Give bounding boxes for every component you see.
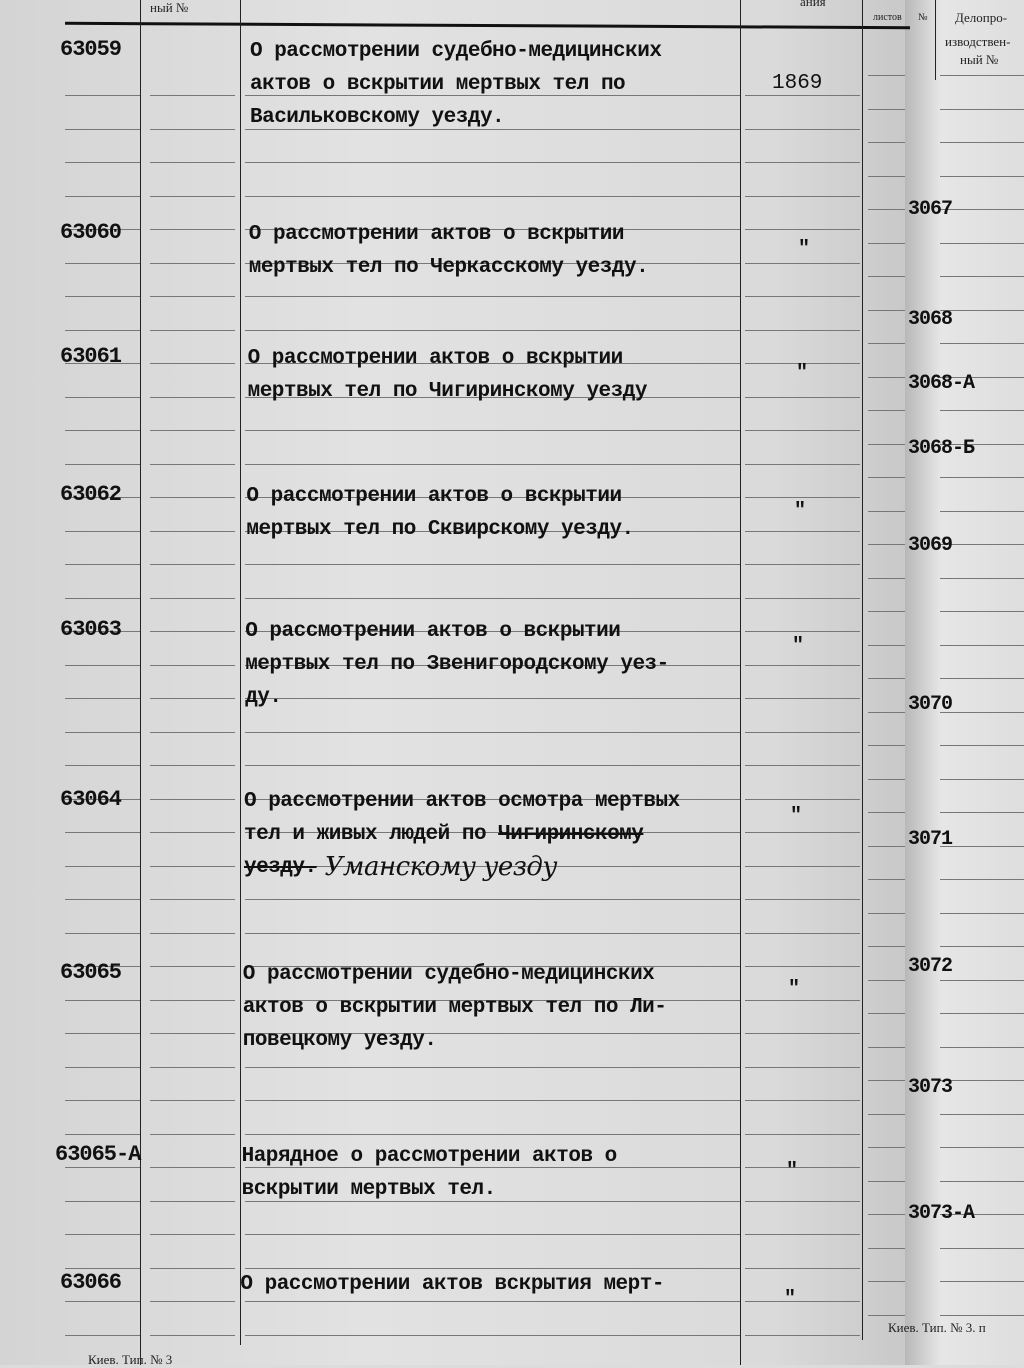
ruled-line	[940, 1013, 1024, 1014]
entry-description	[245, 615, 745, 714]
ruled-line	[150, 1234, 235, 1235]
header-dates: ания	[800, 0, 826, 9]
description-line: О рассмотрении актов осмотра мертвых	[244, 790, 680, 813]
ruled-line	[245, 598, 740, 599]
ruled-line	[150, 765, 235, 766]
ruled-line	[65, 899, 140, 900]
entry-description	[240, 1268, 740, 1301]
ruled-line	[65, 531, 140, 532]
ruled-line	[745, 531, 860, 532]
header-right-3: ный №	[960, 52, 999, 67]
ruled-line	[940, 645, 1024, 646]
ruled-line	[868, 745, 905, 746]
ruled-line	[65, 665, 140, 666]
ruled-line	[940, 276, 1024, 277]
office-number: 3069	[908, 534, 953, 557]
ruled-line	[745, 832, 860, 833]
office-number: 3070	[908, 693, 953, 716]
ruled-line	[940, 812, 1024, 813]
ruled-line	[150, 1134, 235, 1135]
entry-description	[249, 218, 749, 284]
ruled-line	[868, 142, 905, 143]
ruled-line	[745, 1067, 860, 1068]
ruled-line	[745, 1100, 860, 1101]
column-divider	[935, 0, 936, 80]
entry-number: 63061	[60, 344, 122, 369]
description-line: О рассмотрении судебно-медицинских	[242, 963, 655, 986]
ruled-line	[868, 1281, 905, 1282]
ruled-line	[245, 296, 740, 297]
ruled-line	[940, 1147, 1024, 1148]
ruled-line	[940, 1281, 1024, 1282]
entry-number: 63062	[60, 482, 122, 507]
ruled-line	[868, 1315, 905, 1316]
header-sheets: листов	[873, 12, 902, 23]
ruled-line	[940, 1315, 1024, 1316]
office-number: 3068-Б	[908, 437, 975, 460]
entry-number: 63059	[60, 37, 122, 62]
ruled-line	[150, 296, 235, 297]
ruled-line	[65, 430, 140, 431]
description-line: О рассмотрении актов о вскрытии	[246, 485, 622, 508]
ruled-line	[868, 109, 905, 110]
ruled-line	[65, 196, 140, 197]
entry-number: 63065	[60, 960, 122, 985]
ruled-line	[868, 611, 905, 612]
ruled-line	[940, 410, 1024, 411]
entry-description	[248, 342, 748, 408]
ruled-line	[745, 1268, 860, 1269]
ruled-line	[940, 75, 1024, 76]
description-line: мертвых тел по Чигиринскому уезду	[247, 380, 647, 403]
entry-number: 63063	[60, 617, 122, 642]
ruled-line	[745, 497, 860, 498]
ruled-line	[868, 913, 905, 914]
description-line: актов о вскрытии мертвых тел по Ли-	[242, 996, 667, 1019]
ruled-line	[940, 477, 1024, 478]
description-line: Васильковскому уезду.	[250, 106, 505, 129]
ruled-line	[745, 765, 860, 766]
ruled-line	[150, 1033, 235, 1034]
ruled-line	[65, 1167, 140, 1168]
ruled-line	[745, 966, 860, 967]
ruled-line	[868, 276, 905, 277]
ruled-line	[150, 598, 235, 599]
ruled-line	[65, 1033, 140, 1034]
ruled-line	[868, 1248, 905, 1249]
entry-description	[243, 958, 743, 1057]
ruled-line	[150, 531, 235, 532]
ruled-line	[868, 310, 905, 311]
description-line: повецкому уезду.	[242, 1029, 437, 1052]
ruled-line	[65, 598, 140, 599]
ruled-line	[65, 129, 140, 130]
ruled-line	[65, 1134, 140, 1135]
entry-date: "	[792, 635, 805, 658]
ruled-line	[745, 95, 860, 96]
ruled-line	[940, 1181, 1024, 1182]
ruled-line	[150, 497, 235, 498]
entry-description	[242, 1140, 742, 1206]
description-line: О рассмотрении актов вскрытия мерт-	[240, 1273, 664, 1296]
ruled-line	[245, 899, 740, 900]
ruled-line	[868, 879, 905, 880]
entry-date: 1869	[772, 72, 823, 95]
description-line: Нарядное о рассмотрении актов о	[241, 1145, 617, 1168]
ruled-line	[150, 1000, 235, 1001]
ruled-line	[940, 511, 1024, 512]
ruled-line	[150, 866, 235, 867]
ruled-line	[940, 712, 1024, 713]
ruled-line	[150, 263, 235, 264]
ruled-line	[940, 544, 1024, 545]
ruled-line	[745, 866, 860, 867]
ruled-line	[940, 779, 1024, 780]
ruled-line	[245, 430, 740, 431]
ruled-line	[150, 698, 235, 699]
ruled-line	[65, 1100, 140, 1101]
ruled-line	[65, 1335, 140, 1336]
description-line-with-correction	[244, 851, 744, 884]
header-doc-no: ный №	[150, 0, 189, 15]
ruled-line	[940, 343, 1024, 344]
ruled-line	[745, 296, 860, 297]
description-line: тел и живых людей по Чигиринскому	[244, 823, 644, 846]
ruled-line	[868, 1047, 905, 1048]
ruled-line	[65, 397, 140, 398]
ruled-line	[868, 410, 905, 411]
ruled-line	[65, 866, 140, 867]
ruled-line	[940, 846, 1024, 847]
ruled-line	[745, 564, 860, 565]
ruled-line	[150, 732, 235, 733]
ruled-line	[150, 1067, 235, 1068]
ruled-line	[745, 933, 860, 934]
ruled-line	[150, 665, 235, 666]
ruled-line	[868, 544, 905, 545]
ruled-line	[745, 1134, 860, 1135]
ruled-line	[245, 1301, 740, 1302]
description-line: вскрытии мертвых тел.	[241, 1178, 496, 1201]
ruled-line	[940, 109, 1024, 110]
ruled-line	[745, 1000, 860, 1001]
ruled-line	[745, 1335, 860, 1336]
ruled-line	[868, 477, 905, 478]
description-line: О рассмотрении судебно-медицинских	[250, 40, 662, 63]
ruled-line	[868, 444, 905, 445]
ruled-line	[745, 899, 860, 900]
description-line: О рассмотрении актов о вскрытии	[247, 347, 623, 370]
ruled-line	[245, 1100, 740, 1101]
ruled-line	[940, 310, 1024, 311]
description-line: О рассмотрении актов о вскрытии	[248, 223, 624, 246]
ruled-line	[745, 129, 860, 130]
ruled-line	[868, 1114, 905, 1115]
ruled-line	[745, 1201, 860, 1202]
ruled-line	[745, 598, 860, 599]
ruled-line	[150, 631, 235, 632]
column-divider	[862, 0, 863, 1340]
description-line: мертвых тел по Черкасскому уезду.	[248, 256, 649, 279]
ruled-line	[245, 732, 740, 733]
ruled-line	[150, 1100, 235, 1101]
ruled-line	[245, 564, 740, 565]
ruled-line	[868, 243, 905, 244]
office-number: 3067	[908, 198, 953, 221]
ruled-line	[245, 162, 740, 163]
ruled-line	[65, 95, 140, 96]
ruled-line	[65, 564, 140, 565]
ruled-line	[940, 209, 1024, 210]
description-line: ду.	[245, 686, 282, 709]
description-line: О рассмотрении актов о вскрытии	[245, 620, 621, 643]
ruled-line	[745, 229, 860, 230]
ruled-line	[868, 846, 905, 847]
ruled-line	[65, 1234, 140, 1235]
header-right-1: Делопро-	[955, 10, 1008, 25]
ruled-line	[150, 564, 235, 565]
ruled-line	[150, 799, 235, 800]
ruled-line	[65, 832, 140, 833]
ruled-line	[940, 142, 1024, 143]
struck-text: Чигиринскому	[498, 823, 644, 846]
ruled-line	[940, 879, 1024, 880]
ruled-line	[868, 812, 905, 813]
ruled-line	[940, 980, 1024, 981]
office-number: 3073	[908, 1076, 953, 1099]
ruled-line	[150, 397, 235, 398]
ruled-line	[868, 645, 905, 646]
ruled-line	[65, 464, 140, 465]
entry-description	[250, 35, 750, 134]
ruled-line	[65, 933, 140, 934]
ruled-line	[65, 1067, 140, 1068]
ruled-line	[868, 176, 905, 177]
ruled-line	[150, 1201, 235, 1202]
ruled-line	[868, 511, 905, 512]
ruled-line	[150, 1301, 235, 1302]
ruled-line	[245, 1335, 740, 1336]
ruled-line	[868, 980, 905, 981]
ruled-line	[745, 1167, 860, 1168]
ruled-line	[868, 678, 905, 679]
entry-number: 63066	[60, 1270, 122, 1295]
ruled-line	[150, 363, 235, 364]
ruled-line	[150, 464, 235, 465]
ruled-line	[745, 1301, 860, 1302]
description-line: мертвых тел по Сквирскому уезду.	[246, 518, 634, 541]
entry-date: "	[788, 978, 801, 1001]
ruled-line	[65, 1201, 140, 1202]
ruled-line	[868, 1147, 905, 1148]
ruled-line	[245, 330, 740, 331]
entry-date: "	[784, 1288, 797, 1311]
header-right-2: изводствен-	[945, 34, 1011, 49]
ruled-line	[150, 1335, 235, 1336]
ruled-line	[868, 1013, 905, 1014]
ruled-line	[245, 933, 740, 934]
ruled-line	[940, 578, 1024, 579]
ruled-line	[245, 1234, 740, 1235]
description-line: мертвых тел по Звенигородскому уез-	[245, 653, 669, 676]
description-line: уезду.	[244, 856, 317, 879]
ruled-line	[150, 330, 235, 331]
ruled-line	[65, 162, 140, 163]
ruled-line	[940, 1080, 1024, 1081]
ruled-line	[150, 1167, 235, 1168]
office-number: 3072	[908, 955, 953, 978]
ruled-line	[65, 732, 140, 733]
ruled-line	[868, 1080, 905, 1081]
ruled-line	[868, 1214, 905, 1215]
ruled-line	[745, 1234, 860, 1235]
ruled-line	[868, 377, 905, 378]
ruled-line	[150, 1268, 235, 1269]
ruled-line	[868, 578, 905, 579]
ruled-line	[150, 430, 235, 431]
ruled-line	[745, 1033, 860, 1034]
ruled-line	[868, 712, 905, 713]
ruled-line	[65, 765, 140, 766]
ruled-line	[745, 430, 860, 431]
footer-printer-left: Киев. Тип. № 3	[88, 1352, 173, 1367]
ruled-line	[868, 779, 905, 780]
entry-date: "	[796, 362, 809, 385]
ruled-line	[65, 263, 140, 264]
ruled-line	[868, 946, 905, 947]
ruled-line	[150, 162, 235, 163]
ruled-line	[745, 799, 860, 800]
ruled-line	[745, 330, 860, 331]
office-number: 3068	[908, 308, 953, 331]
footer-printer-right: Киев. Тип. № 3. п	[888, 1320, 986, 1335]
ruled-line	[150, 196, 235, 197]
ruled-line	[940, 1248, 1024, 1249]
description-line: актов о вскрытии мертвых тел по	[250, 73, 626, 96]
entry-date: "	[794, 500, 807, 523]
ruled-line	[245, 1134, 740, 1135]
ruled-line	[940, 913, 1024, 914]
office-number: 3068-А	[908, 372, 975, 395]
ruled-line	[745, 196, 860, 197]
office-number: 3071	[908, 828, 953, 851]
ruled-line	[745, 263, 860, 264]
entry-description	[246, 480, 746, 546]
entry-date: "	[786, 1160, 799, 1183]
entry-number: 63060	[60, 220, 122, 245]
ruled-line	[940, 243, 1024, 244]
ruled-line	[150, 832, 235, 833]
entry-description	[244, 785, 744, 884]
ruled-line	[745, 397, 860, 398]
ruled-line	[940, 176, 1024, 177]
ruled-line	[868, 75, 905, 76]
ruled-line	[745, 732, 860, 733]
ruled-line	[150, 229, 235, 230]
ruled-line	[150, 933, 235, 934]
ruled-line	[745, 464, 860, 465]
handwritten-correction: Уманскому уезду	[324, 852, 557, 882]
ruled-line	[868, 1181, 905, 1182]
ruled-line	[940, 678, 1024, 679]
ruled-line	[868, 209, 905, 210]
ruled-line	[65, 1268, 140, 1269]
ruled-line	[150, 129, 235, 130]
ruled-line	[65, 1301, 140, 1302]
office-number: 3073-А	[908, 1202, 975, 1225]
ruled-line	[65, 296, 140, 297]
ruled-line	[745, 665, 860, 666]
ruled-line	[745, 631, 860, 632]
ruled-line	[150, 966, 235, 967]
ruled-line	[245, 765, 740, 766]
ruled-line	[245, 1067, 740, 1068]
entry-number: 63064	[60, 787, 122, 812]
ruled-line	[65, 1000, 140, 1001]
ruled-line	[940, 745, 1024, 746]
header-sheets-no: №	[918, 12, 928, 23]
ruled-line	[745, 698, 860, 699]
entry-date: "	[798, 238, 811, 261]
ruled-line	[940, 611, 1024, 612]
ruled-line	[150, 95, 235, 96]
ruled-line	[65, 330, 140, 331]
entry-date: "	[790, 805, 803, 828]
ruled-line	[940, 946, 1024, 947]
ruled-line	[940, 1114, 1024, 1115]
ruled-line	[868, 343, 905, 344]
ruled-line	[150, 899, 235, 900]
entry-number: 63065-А	[55, 1142, 141, 1167]
ruled-line	[745, 162, 860, 163]
ruled-line	[245, 464, 740, 465]
ruled-line	[245, 196, 740, 197]
ruled-line	[940, 1047, 1024, 1048]
ruled-line	[65, 698, 140, 699]
